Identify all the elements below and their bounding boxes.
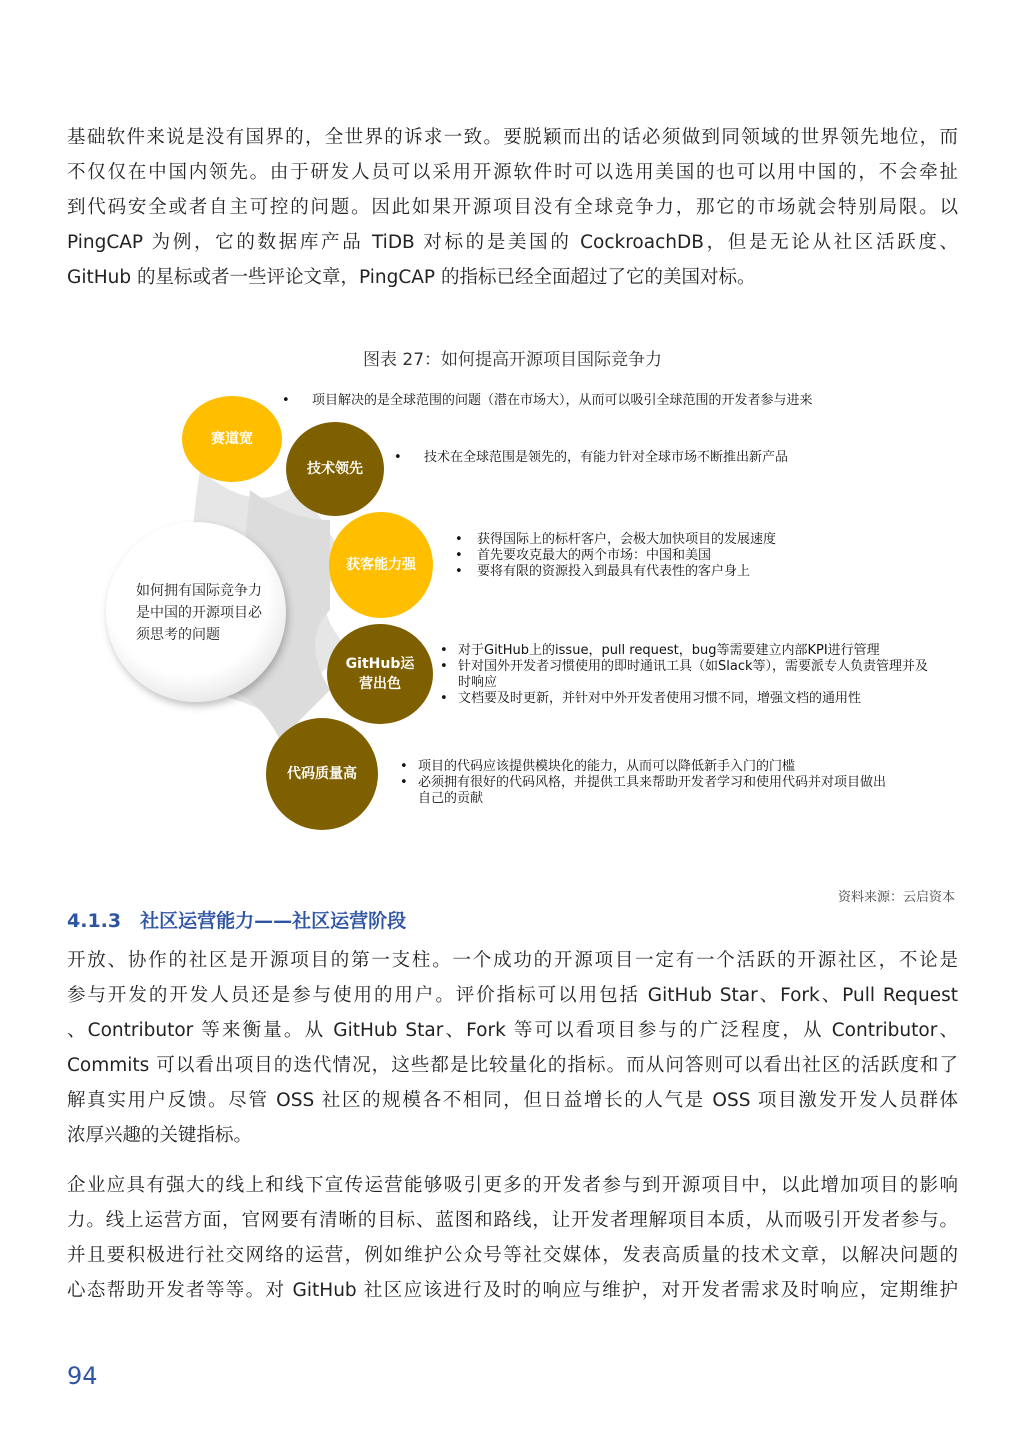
bullets-code-quality xyxy=(400,759,890,807)
node-label: 获客能力强 xyxy=(346,557,416,573)
page-number: 94 xyxy=(67,1362,98,1390)
center-circle-text: 如何拥有国际竞争力是中国的开源项目必须思考的问题 xyxy=(136,583,262,643)
bullet-item: • 项目的代码应该提供模块化的能力，从而可以降低新手入门的门槛 xyxy=(400,759,890,775)
node-customer-acquisition xyxy=(329,512,433,618)
figure-caption: 图表 27：如何提高开源项目国际竞争力 xyxy=(362,350,663,370)
bullets-tech-lead xyxy=(394,450,788,466)
figure-source: 资料来源：云启资本 xyxy=(837,890,955,905)
text-line: Commits 可以看出项目的迭代情况，这些都是比较量化的指标。而从问答则可以看出社区的活跃度和了 xyxy=(67,1055,958,1076)
bullets-track-width xyxy=(282,393,813,409)
text-line: 开放、协作的社区是开源项目的第一支柱。一个成功的开源项目一定有一个活跃的开源社区，不论是 xyxy=(67,950,958,971)
bullet-item: • 要将有限的资源投入到最具有代表性的客户身上 xyxy=(455,564,776,580)
node-github-operation xyxy=(327,624,433,724)
node-code-quality xyxy=(266,718,378,830)
text-line: 企业应具有强大的线上和线下宣传运营能够吸引更多的开发者参与到开源项目中，以此增加项目的影响 xyxy=(67,1175,958,1196)
text-line: 浓厚兴趣的关键指标。 xyxy=(67,1125,253,1146)
node-label: 赛道宽 xyxy=(211,431,253,447)
node-label: 代码质量高 xyxy=(287,766,357,782)
bullets-github-operation xyxy=(440,643,930,707)
text-line: 基础软件来说是没有国界的，全世界的诉求一致。要脱颖而出的话必须做到同领域的世界领先地位，而 xyxy=(67,127,958,148)
section-heading: 4.1.3 社区运营能力——社区运营阶段 xyxy=(67,910,407,932)
bullet-item: • 对于GitHub上的issue，pull request，bug等需要建立内部KPI进行管理 xyxy=(440,643,930,659)
bullet-item: • 首先要攻克最大的两个市场：中国和美国 xyxy=(455,548,776,564)
text-line: 并且要积极进行社交网络的运营，例如维护公众号等社交媒体，发表高质量的技术文章，以解决问题的 xyxy=(67,1245,958,1266)
text-line: 到代码安全或者自主可控的问题。因此如果开源项目没有全球竞争力，那它的市场就会特别局限。以 xyxy=(67,197,958,218)
node-label: GitHub运营出色 xyxy=(345,656,415,692)
node-label: 技术领先 xyxy=(307,461,363,477)
bullet-item: • 针对国外开发者习惯使用的即时通讯工具（如Slack等），需要派专人负责管理并及时响应 xyxy=(440,659,930,691)
bullets-customer-acquisition xyxy=(455,532,776,580)
text-line: 、Contributor 等来衡量。从 GitHub Star、Fork 等可以看项目参与的广泛程度，从 Contributor、 xyxy=(67,1020,958,1041)
text-line: 不仅仅在中国内领先。由于研发人员可以采用开源软件时可以选用美国的也可以用中国的，不会牵扯 xyxy=(67,162,958,183)
bullet-item: • 必须拥有很好的代码风格，并提供工具来帮助开发者学习和使用代码并对项目做出自己的贡献 xyxy=(400,775,890,807)
text-line: PingCAP 为例，它的数据库产品 TiDB 对标的是美国的 CockroachDB，但是无论从社区活跃度、 xyxy=(67,232,958,253)
node-track-width xyxy=(182,396,282,482)
bullet-item: • 项目解决的是全球范围的问题（潜在市场大），从而可以吸引全球范围的开发者参与进来 xyxy=(282,393,813,409)
text-line: GitHub 的星标或者一些评论文章，PingCAP 的指标已经全面超过了它的美国对标。 xyxy=(67,267,756,288)
paragraph-3 xyxy=(67,1168,958,1308)
node-tech-lead xyxy=(286,422,384,516)
bullet-item: • 获得国际上的标杆客户，会极大加快项目的发展速度 xyxy=(455,532,776,548)
text-line: 参与开发的开发人员还是参与使用的用户。评价指标可以用包括 GitHub Star、Fork、Pull Request xyxy=(67,985,958,1006)
paragraph-2 xyxy=(67,943,958,1153)
bullet-item: • 技术在全球范围是领先的，有能力针对全球市场不断推出新产品 xyxy=(394,450,788,466)
bullet-item: • 文档要及时更新，并针对中外开发者使用习惯不同，增强文档的通用性 xyxy=(440,691,930,707)
text-line: 解真实用户反馈。尽管 OSS 社区的规模各不相同，但日益增长的人气是 OSS 项目激发开发人员群体 xyxy=(67,1090,958,1111)
text-line: 力。线上运营方面，官网要有清晰的目标、蓝图和路线，让开发者理解项目本质，从而吸引开发者参与。 xyxy=(67,1210,958,1231)
text-line: 心态帮助开发者等等。对 GitHub 社区应该进行及时的响应与维护，对开发者需求及时响应，定期维护 xyxy=(67,1280,958,1301)
